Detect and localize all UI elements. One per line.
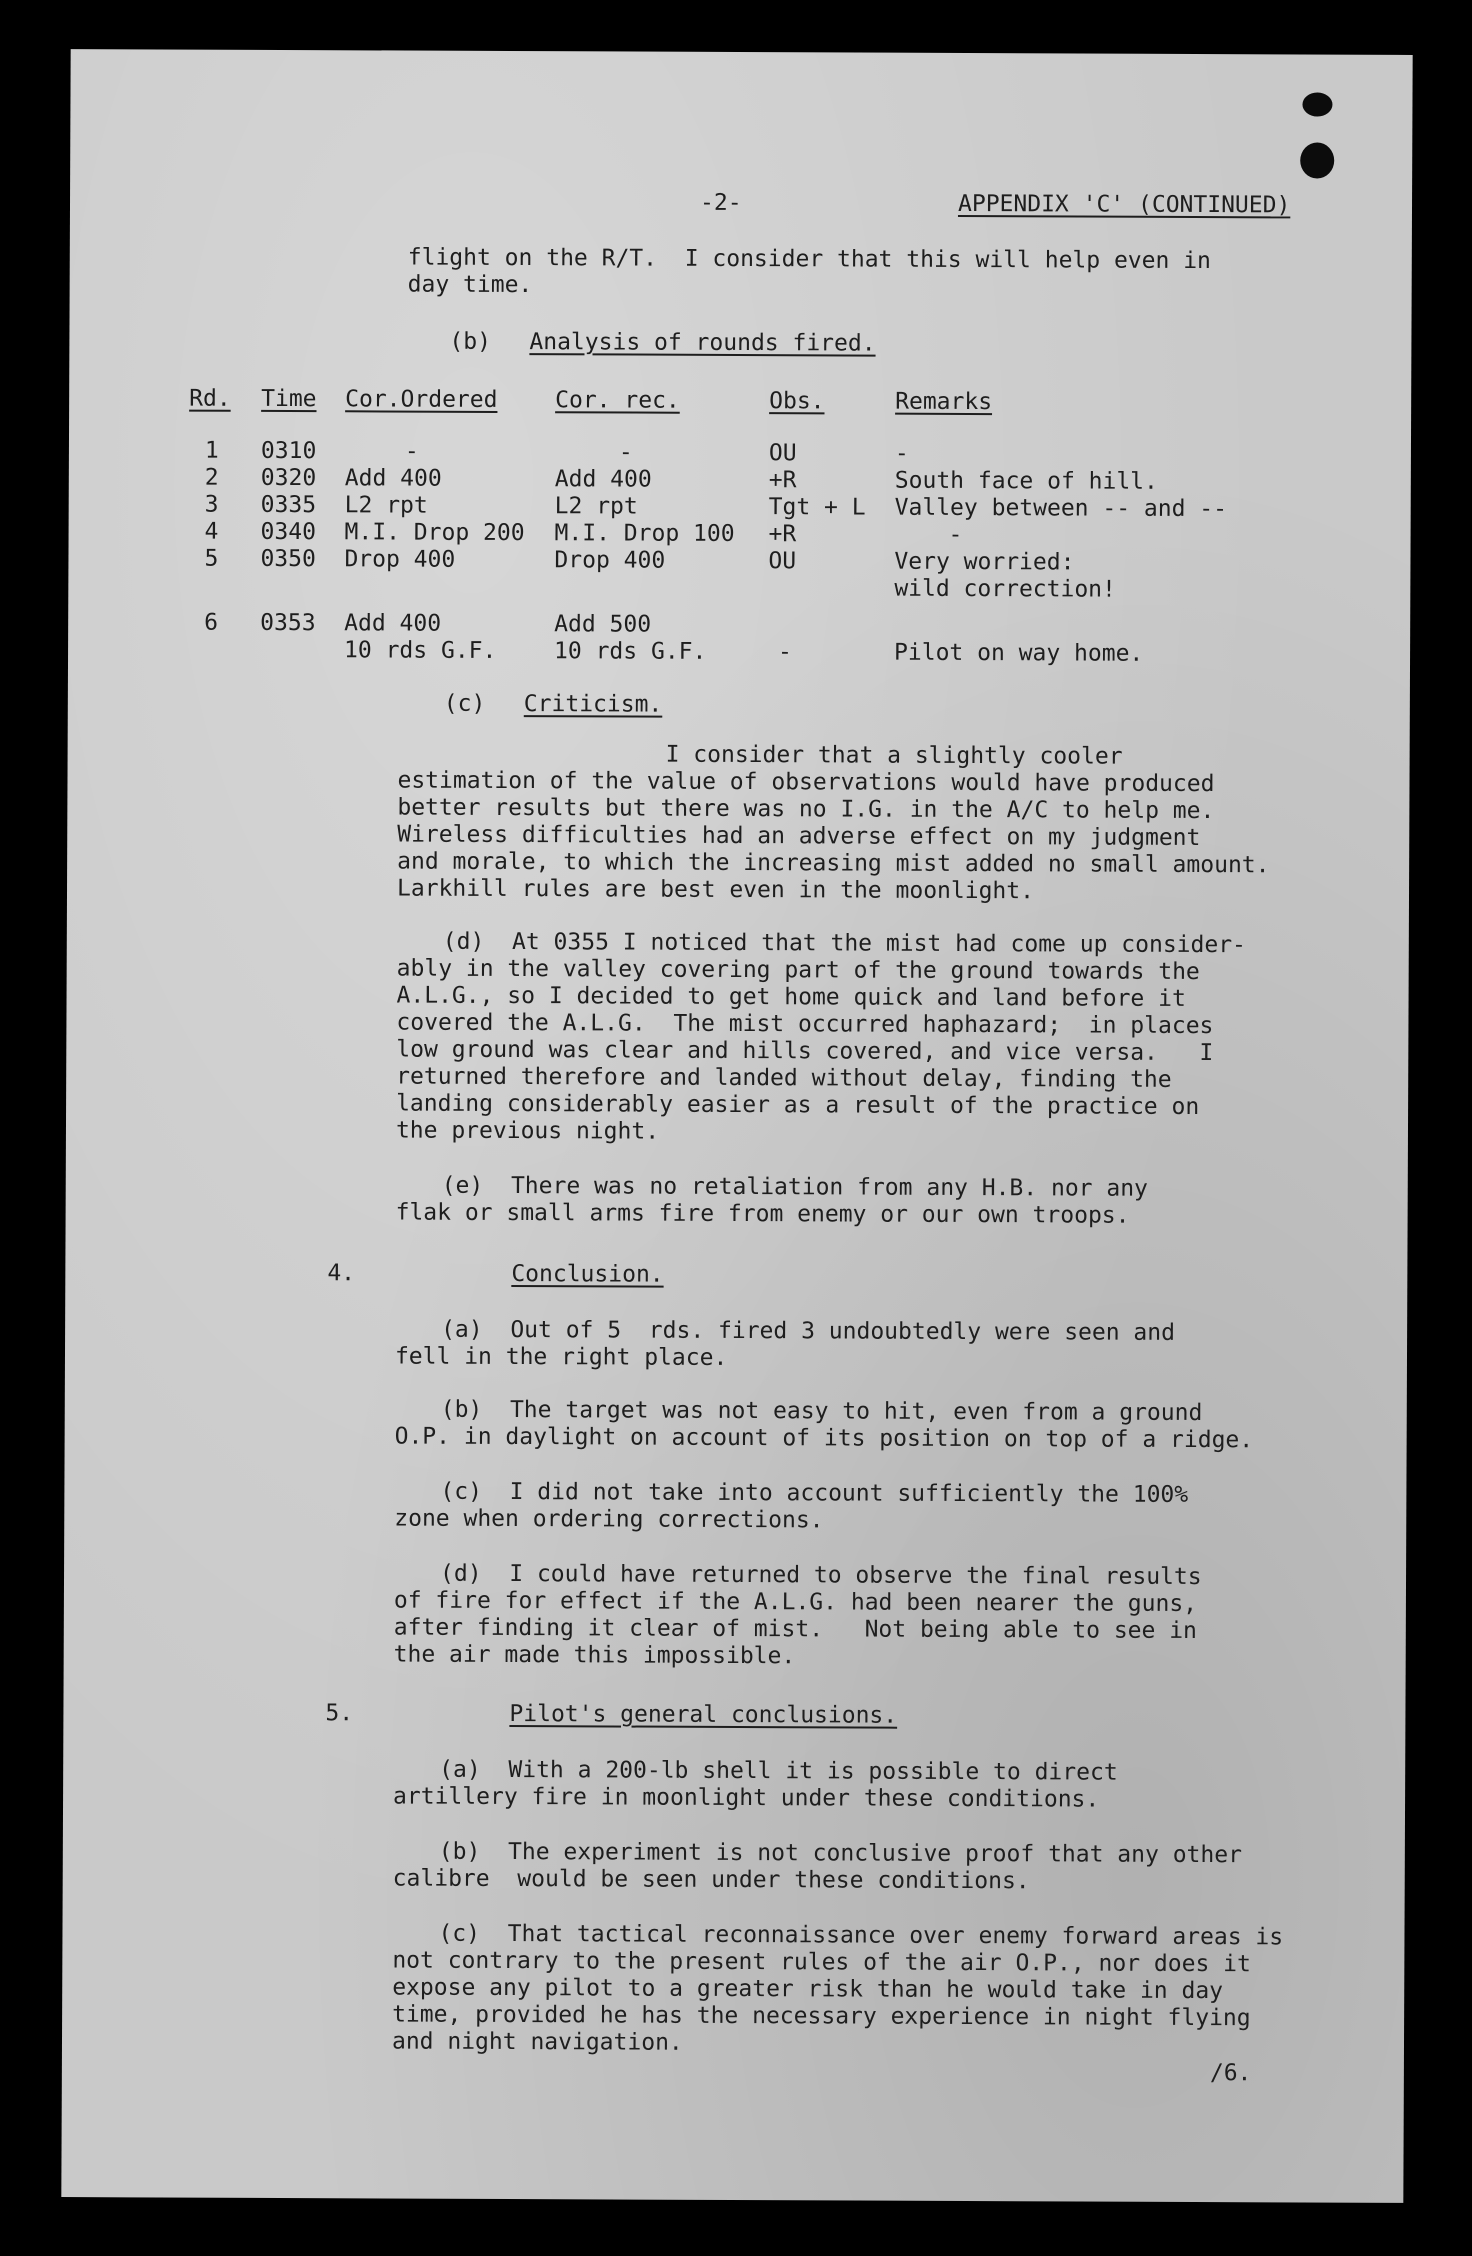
paragraph-line: returned therefore and landed without delay, finding the bbox=[396, 1063, 1172, 1093]
column-header-round: Rd. bbox=[189, 385, 231, 412]
table-cell-ordered-continued: 10 rds G.F. bbox=[344, 637, 497, 664]
table-cell-round: 4 bbox=[204, 518, 219, 545]
table-cell-round: 5 bbox=[204, 545, 219, 572]
table-cell-round: 1 bbox=[204, 437, 219, 464]
table-cell-received: - bbox=[618, 439, 633, 466]
section-title: Analysis of rounds fired. bbox=[529, 329, 876, 357]
ink-blot bbox=[1300, 142, 1334, 178]
column-header-observation: Obs. bbox=[769, 388, 825, 415]
table-cell-ordered: Add 400 bbox=[344, 465, 442, 492]
section-title: Criticism. bbox=[523, 691, 663, 718]
table-cell-round: 3 bbox=[204, 491, 219, 518]
table-cell-obs: Tgt + L bbox=[768, 494, 866, 521]
table-cell-remarks: - bbox=[894, 440, 909, 467]
document-page bbox=[61, 49, 1412, 2203]
section-title: Pilot's general conclusions. bbox=[509, 1701, 898, 1729]
table-cell-received: Drop 400 bbox=[554, 547, 666, 574]
paragraph-line: zone when ordering corrections. bbox=[394, 1505, 824, 1534]
table-cell-round: 2 bbox=[204, 464, 219, 491]
table-cell-received-continued: 10 rds G.F. bbox=[554, 638, 707, 665]
paragraph-line: calibre would be seen under these conditions. bbox=[392, 1865, 1030, 1895]
paragraph-line: (b) The target was not easy to hit, even from a ground bbox=[440, 1396, 1203, 1427]
paragraph-line: landing considerably easier as a result of the practice on bbox=[396, 1090, 1200, 1121]
column-header-remarks: Remarks bbox=[895, 388, 993, 416]
table-cell-time: 0340 bbox=[260, 518, 317, 546]
section-title: Conclusion. bbox=[511, 1261, 664, 1288]
table-cell-ordered: Drop 400 bbox=[344, 546, 456, 573]
table-cell-remarks-continued: wild correction! bbox=[894, 575, 1116, 603]
paragraph-line: Larkhill rules are best even in the moonlight. bbox=[396, 875, 1035, 905]
table-cell-remarks-continued: Pilot on way home. bbox=[894, 639, 1144, 667]
section-number: 4. bbox=[327, 1260, 356, 1287]
section-label: (b) bbox=[449, 328, 492, 355]
section-number: 5. bbox=[325, 1700, 354, 1727]
paragraph-line: after finding it clear of mist. Not being able to see in bbox=[393, 1614, 1197, 1645]
column-header-correction-ordered: Cor.Ordered bbox=[345, 386, 498, 413]
table-cell-time: 0310 bbox=[260, 437, 317, 465]
section-label: (c) bbox=[443, 690, 486, 717]
paragraph-line: (a) Out of 5 rds. fired 3 undoubtedly were seen and bbox=[441, 1316, 1176, 1346]
table-cell-ordered: M.I. Drop 200 bbox=[344, 519, 525, 547]
paragraph-line: (d) At 0355 I noticed that the mist had come up consider- bbox=[442, 928, 1246, 959]
table-cell-obs: - bbox=[778, 639, 792, 666]
paragraph-line: covered the A.L.G. The mist occurred haphazard; in places bbox=[396, 1009, 1214, 1040]
page-number: -2- bbox=[699, 189, 742, 217]
table-cell-time: 0335 bbox=[260, 491, 317, 519]
paragraph-line: O.P. in daylight on account of its position on top of a ridge. bbox=[394, 1423, 1254, 1454]
paragraph-line: A.L.G., so I decided to get home quick and land before it bbox=[396, 982, 1186, 1012]
intro-line: day time. bbox=[407, 271, 533, 299]
paragraph-line: I consider that a slightly cooler bbox=[665, 741, 1123, 770]
paragraph-line: fell in the right place. bbox=[394, 1343, 728, 1371]
paragraph-line: time, provided he has the necessary experience in night flying bbox=[392, 2001, 1251, 2032]
page-continuation-marker: /6. bbox=[1209, 2060, 1252, 2087]
table-cell-remarks: South face of hill. bbox=[894, 467, 1158, 495]
table-cell-time: 0320 bbox=[260, 464, 317, 492]
paragraph-line: the previous night. bbox=[395, 1117, 660, 1145]
table-cell-remarks: Very worried: bbox=[894, 548, 1075, 576]
paragraph-line: low ground was clear and hills covered, and vice versa. I bbox=[396, 1036, 1214, 1067]
table-cell-ordered: L2 rpt bbox=[344, 492, 428, 519]
column-header-correction-received: Cor. rec. bbox=[555, 387, 680, 414]
paragraph-line: estimation of the value of observations would have produced bbox=[397, 767, 1215, 798]
table-cell-time: 0353 bbox=[260, 609, 316, 637]
paragraph-line: better results but there was no I.G. in the A/C to help me. bbox=[397, 794, 1215, 825]
table-cell-obs: OU bbox=[768, 548, 797, 575]
table-cell-remarks: - bbox=[948, 521, 963, 548]
ink-blot bbox=[1302, 92, 1332, 116]
table-cell-remarks: Valley between -- and -- bbox=[894, 494, 1228, 523]
paragraph-line: Wireless difficulties had an adverse effect on my judgment bbox=[397, 821, 1201, 852]
table-cell-ordered: Add 400 bbox=[344, 610, 442, 637]
table-cell-obs: +R bbox=[768, 467, 797, 494]
table-cell-ordered: - bbox=[404, 438, 419, 465]
paragraph-line: and night navigation. bbox=[391, 2028, 683, 2056]
paragraph-line: of fire for effect if the A.L.G. had been nearer the guns, bbox=[393, 1587, 1198, 1618]
paragraph-line: (c) That tactical reconnaissance over enemy forward areas is bbox=[438, 1920, 1284, 1951]
paragraph-line: the air made this impossible. bbox=[393, 1641, 796, 1670]
table-cell-received: M.I. Drop 100 bbox=[554, 520, 735, 547]
paragraph-line: flak or small arms fire from enemy or our own troops. bbox=[395, 1199, 1130, 1229]
appendix-heading: APPENDIX 'C' (CONTINUED) bbox=[957, 190, 1291, 219]
table-cell-obs: OU bbox=[768, 440, 797, 467]
column-header-time: Time bbox=[261, 385, 317, 413]
table-cell-received: L2 rpt bbox=[554, 493, 638, 520]
paragraph-line: (d) I could have returned to observe the final results bbox=[439, 1560, 1202, 1591]
paragraph-line: (e) There was no retaliation from any H.B. nor any bbox=[441, 1172, 1149, 1202]
paragraph-line: not contrary to the present rules of the air O.P., nor does it bbox=[392, 1947, 1251, 1978]
paragraph-line: artillery fire in moonlight under these conditions. bbox=[393, 1783, 1100, 1813]
table-cell-time: 0350 bbox=[260, 545, 316, 573]
paragraph-line: ably in the valley covering part of the ground towards the bbox=[396, 955, 1200, 986]
paragraph-line: expose any pilot to a greater risk than he would take in day bbox=[392, 1974, 1224, 2005]
table-cell-received: Add 400 bbox=[554, 466, 652, 493]
paragraph-line: (c) I did not take into account sufficiently the 100% bbox=[440, 1478, 1189, 1508]
table-cell-round: 6 bbox=[204, 609, 219, 636]
paragraph-line: and morale, to which the increasing mist added no small amount. bbox=[397, 848, 1270, 879]
paragraph-line: (a) With a 200-lb shell it is possible to direct bbox=[439, 1756, 1118, 1786]
paragraph-line: (b) The experiment is not conclusive proof that any other bbox=[438, 1838, 1243, 1869]
table-cell-received: Add 500 bbox=[554, 611, 652, 638]
intro-line: flight on the R/T. I consider that this will help even in bbox=[407, 244, 1211, 275]
table-cell-obs: +R bbox=[768, 521, 797, 548]
